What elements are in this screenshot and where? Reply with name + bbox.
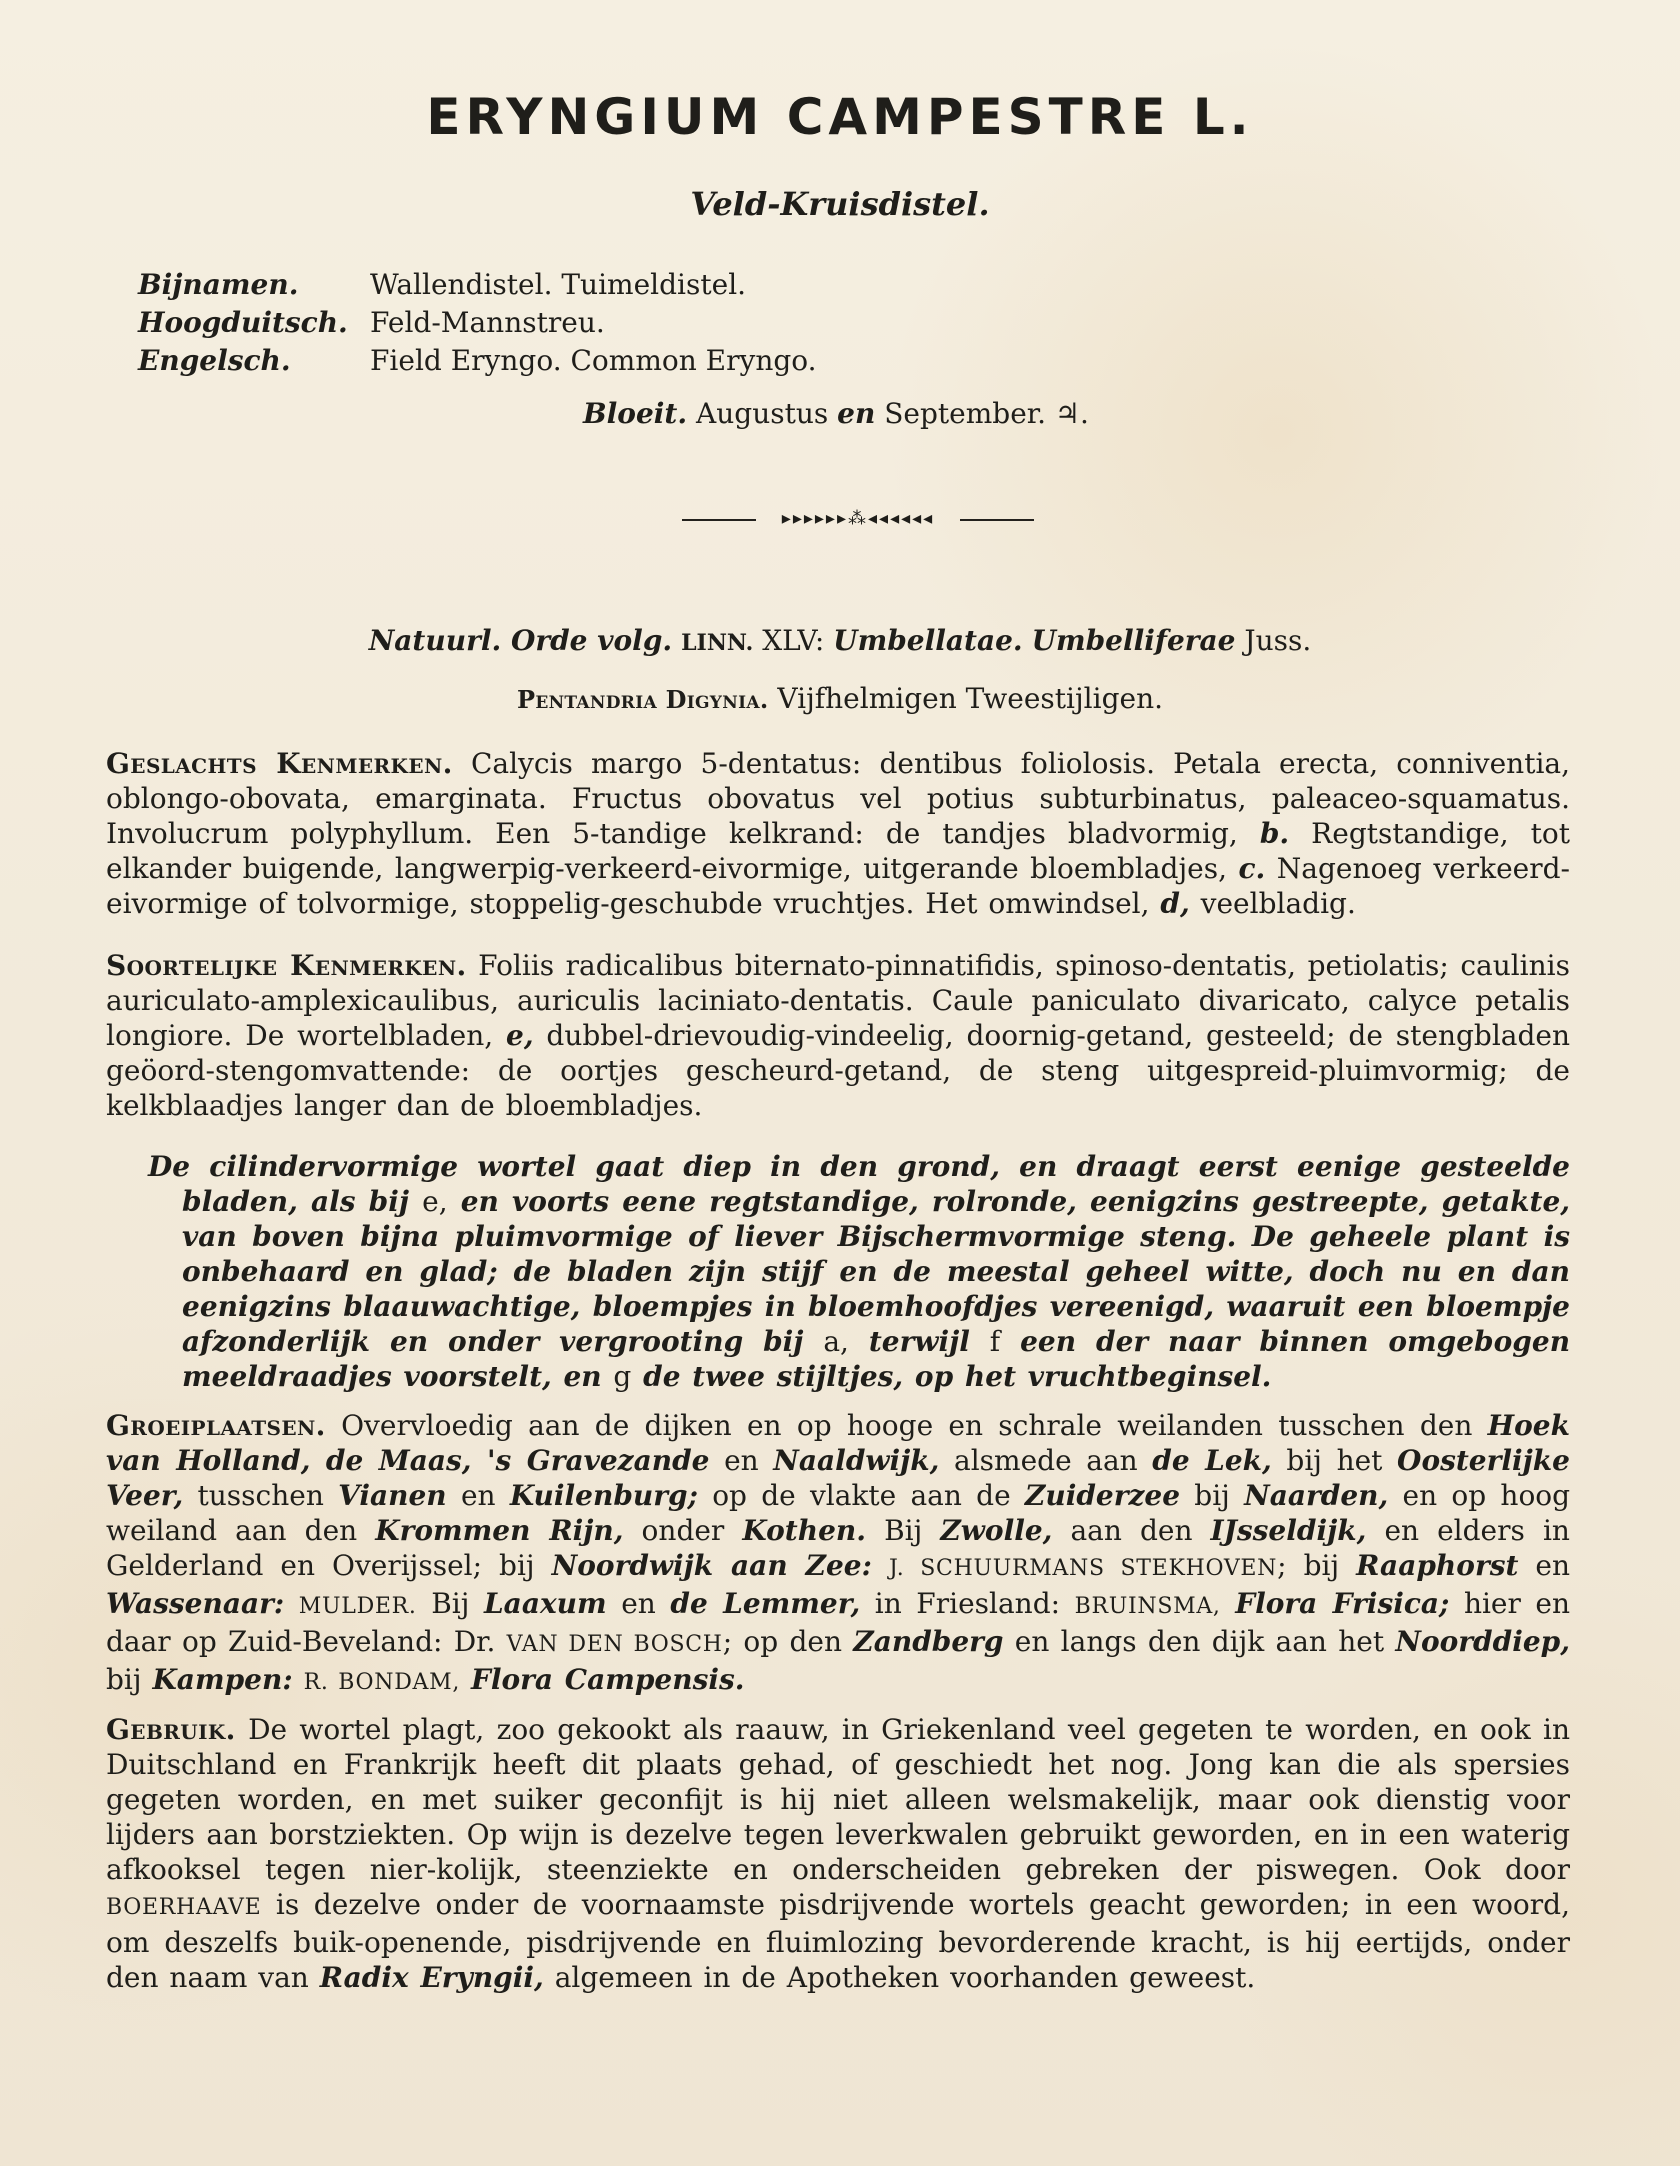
habitat-paragraph [106, 1408, 1570, 1700]
bloom-month-2: September. [884, 397, 1047, 430]
description-letter-a: a, [823, 1325, 849, 1358]
habitat-place-10: Kothen. [742, 1514, 866, 1547]
ornament-line-left [682, 519, 756, 521]
habitat-place-4: Oosterlijke Veer, [106, 1444, 1570, 1512]
description-letter-g: g [613, 1360, 632, 1393]
habitat-text-16: Bij [431, 1587, 470, 1620]
genus-label: Geslachts Kenmerken. [106, 747, 453, 780]
species-text-1: Foliis radicalibus biternato-pinnatifidis, spinoso-dentatis, petiolatis; caulinis auriculato-amplexicaulibus, auriculis laciniato-dentatis. Caule paniculato divaricato, calyce petalis longiore. De wortelbladen, [106, 949, 1570, 1052]
use-paragraph [106, 1712, 1570, 1995]
habitat-text-20: ; op den [722, 1625, 842, 1658]
order-linn: LINN. [681, 630, 754, 656]
habitat-text-19: hier en daar op Zuid-Beveland: Dr. [106, 1587, 1571, 1658]
habitat-text-11: Bij [884, 1514, 923, 1547]
bloom-line [583, 397, 1089, 430]
bloom-month-1: Augustus [696, 397, 829, 430]
habitat-flora-frisica: Flora Frisica; [1235, 1587, 1450, 1620]
habitat-text-3: alsmede aan [954, 1444, 1138, 1477]
description-text-2: en voorts eene regtstandige, rolronde, eenigzins gestreepte, getakte, van boven bijna pluimvormige of liever Bijschermvormige steng. De geheele plant is onbehaard en glad; de bladen zijn stijf en de meestal geheel witte, doch nu en dan eenigzins blaauwachtige, bloempjes in bloemhoofdjes vereenigd, waaruit een bloempje afzonderlijk en onder vergrooting bij [182, 1185, 1571, 1358]
habitat-text-14: ; bij [1277, 1549, 1340, 1582]
habitat-text-10: onder [641, 1514, 725, 1547]
habitat-label: Groeiplaatsen. [106, 1409, 326, 1442]
description-paragraph [106, 1149, 1570, 1394]
use-text-1: De wortel plagt, zoo gekookt als raauw, in Griekenland veel gegeten te worden, en ook in Duitschland en Frankrijk heeft dit plaats gehad, of geschiedt het nog. Jong kan die als spersies gegeten worden, en met suiker geconfijt is hij niet alleen welsmakelijk, maar ook dienstig voor lijders aan borstziekten. Op wijn is dezelve tegen leverkwalen gebruikt geworden, en in een waterig afkooksel tegen nier-kolijk, steenziekte en onderscheiden gebreken der piswegen. Ook door [106, 1713, 1570, 1886]
habitat-place-9: Krommen Rijn, [375, 1514, 624, 1547]
habitat-place-11: Zwolle, [940, 1514, 1053, 1547]
description-text-4: een der naar binnen omgebogen meeldraadjes voorstelt, en [182, 1325, 1571, 1393]
habitat-place-19: Zandberg [853, 1625, 1004, 1658]
order-text-4: Umbelliferae [1031, 624, 1236, 657]
genus-letter-c: c. [1238, 852, 1266, 885]
habitat-flora-campensis: Flora Campensis. [470, 1663, 745, 1696]
habitat-text-2: en [724, 1444, 759, 1477]
habitat-place-7: Zuiderzee [1024, 1479, 1181, 1512]
ornament-pattern: ▸▸▸▸▸▸⁂◂◂◂◂◂◂ [781, 508, 935, 529]
name-label: Engelsch. [138, 344, 291, 377]
habitat-text-6: en [460, 1479, 496, 1512]
habitat-person-4: VAN DEN BOSCH [506, 1632, 723, 1657]
name-row-bijnamen [138, 266, 817, 304]
order-text-2: XLV: [762, 624, 825, 657]
habitat-text-21: en langs den dijk aan het [1014, 1625, 1385, 1658]
name-label: Bijnamen. [138, 268, 299, 301]
habitat-text-1: Overvloedig aan de dijken en op hooge en schrale weilanden tusschen den [341, 1409, 1473, 1442]
name-value: Field Eryngo. Common Eryngo. [370, 344, 817, 377]
habitat-person-2: MULDER. [298, 1594, 417, 1619]
bloom-label: Bloeit. [583, 397, 688, 430]
habitat-text-18: in Friesland: [874, 1587, 1061, 1620]
description-text-block [106, 1149, 1570, 1394]
description-letter-f: f [989, 1325, 1001, 1358]
common-name: Veld-Kruisdistel. [690, 185, 990, 223]
use-text-2: is dezelve onder de voornaamste pisdrijvende wortels geacht geworden; in een woord, om deszelfs buik-openende, pisdrijvende en fluimlozing bevorderende kracht, is hij eertijds, onder den naam van [106, 1888, 1570, 1994]
bloom-conjunction: en [837, 397, 876, 430]
habitat-text-7: op de vlakte aan de [712, 1479, 1011, 1512]
species-characters [106, 948, 1570, 1123]
genus-letter-b: b. [1259, 817, 1290, 850]
description-text-3: terwijl [868, 1325, 970, 1358]
genus-characters [106, 746, 1570, 921]
description-text-5: de twee stijltjes, op het vruchtbeginsel. [643, 1360, 1272, 1393]
use-radix-eryngii: Radix Eryngii, [319, 1961, 544, 1994]
habitat-place-2: Naaldwijk, [773, 1444, 940, 1477]
genus-text-4: veelbladig. [1200, 887, 1356, 920]
use-text-3: algemeen in de Apotheken voorhanden geweest. [554, 1961, 1256, 1994]
description-text-1: De cilindervormige wortel gaat diep in den grond, en draagt eerst eenige gesteelde bladen, als bij [148, 1150, 1570, 1218]
habitat-place-5: Vianen [338, 1479, 447, 1512]
habitat-place-14: Raaphorst [1356, 1549, 1519, 1582]
perennial-symbol: ♃. [1054, 397, 1089, 430]
habitat-person-3: BRUINSMA, [1074, 1594, 1221, 1619]
genus-text-2: Regtstandige, tot elkander buigende, langwerpig-verkeerd-eivormige, uitgerande bloembladjes, [106, 817, 1571, 885]
habitat-person-1: J. SCHUURMANS STEKHOVEN [888, 1556, 1278, 1581]
order-text-3: Umbellatae. [833, 624, 1023, 657]
ornament-line-right [960, 519, 1034, 521]
habitat-place-8: Naarden, [1244, 1479, 1389, 1512]
natural-order-line [0, 624, 1680, 657]
page-title: ERYNGIUM CAMPESTRE L. [426, 88, 1254, 146]
habitat-place-1: Hoek van Holland, de Maas, 's Gravezande [106, 1409, 1571, 1477]
description-letter-e: e, [422, 1185, 448, 1218]
ornament-divider [682, 508, 1034, 529]
habitat-text-17: en [621, 1587, 656, 1620]
habitat-text-15: en [1535, 1549, 1571, 1582]
habitat-place-16: Laaxum [483, 1587, 607, 1620]
habitat-text-12: aan den [1070, 1514, 1193, 1547]
habitat-place-21: Kampen: [152, 1663, 293, 1696]
name-value: Wallendistel. Tuimeldistel. [370, 268, 747, 301]
order-text-5: Juss. [1244, 624, 1312, 657]
habitat-text-8: bij [1194, 1479, 1230, 1512]
order-text-1: Natuurl. Orde volg. [368, 624, 673, 657]
habitat-place-12: IJsseldijk, [1210, 1514, 1367, 1547]
use-person-boerhaave: BOERHAAVE [106, 1895, 262, 1920]
species-label: Soortelijke Kenmerken. [106, 949, 467, 982]
name-row-hoogduitsch [138, 304, 817, 342]
genus-text-3: Nagenoeg verkeerd-eivormige of tolvormige, stoppelig-geschubde vruchtjes. Het omwindsel, [106, 852, 1570, 920]
name-value: Feld-Mannstreu. [370, 306, 605, 339]
habitat-place-3: de Lek, [1152, 1444, 1272, 1477]
habitat-text-5: tusschen [197, 1479, 324, 1512]
name-list [138, 266, 817, 380]
habitat-place-15: Wassenaar: [106, 1587, 285, 1620]
classification-latin: Pentandria Digynia. [516, 685, 769, 714]
habitat-text-13: en elders in Gelderland en Overijssel; bij [106, 1514, 1570, 1582]
classification-dutch: Vijfhelmigen Tweestijligen. [777, 682, 1164, 715]
genus-text-1: Calycis margo 5-dentatus: dentibus foliolosis. Petala erecta, conniventia, oblongo-obovata, emarginata. Fructus obovatus vel potius subturbinatus, paleaceo-squamatus. Involucrum polyphyllum. Een 5-tandige kelkrand: de tandjes bladvormig, [106, 747, 1571, 850]
habitat-place-13: Noordwijk aan Zee: [551, 1549, 872, 1582]
habitat-text-22: bij [106, 1663, 142, 1696]
habitat-text-4: bij het [1286, 1444, 1383, 1477]
classification-line [0, 682, 1680, 715]
name-row-engelsch [138, 342, 817, 380]
habitat-place-6: Kuilenburg; [509, 1479, 698, 1512]
species-text-2: dubbel-drievoudig-vindeelig, doornig-getand, gesteeld; de stengbladen geöord-stengomvattende: de oortjes gescheurd-getand, de steng uitgespreid-pluimvormig; de kelkblaadjes langer dan de bloembladjes. [106, 1019, 1571, 1122]
genus-letter-d: d, [1160, 887, 1190, 920]
use-label: Gebruik. [106, 1713, 236, 1746]
habitat-place-20: Noorddiep, [1395, 1625, 1570, 1658]
habitat-person-5: R. BONDAM, [303, 1670, 461, 1695]
name-label: Hoogduitsch. [138, 306, 348, 339]
habitat-place-17: de Lemmer, [670, 1587, 861, 1620]
habitat-text-9: en op hoog weiland aan den [106, 1479, 1571, 1547]
species-letter-e: e, [506, 1019, 534, 1052]
